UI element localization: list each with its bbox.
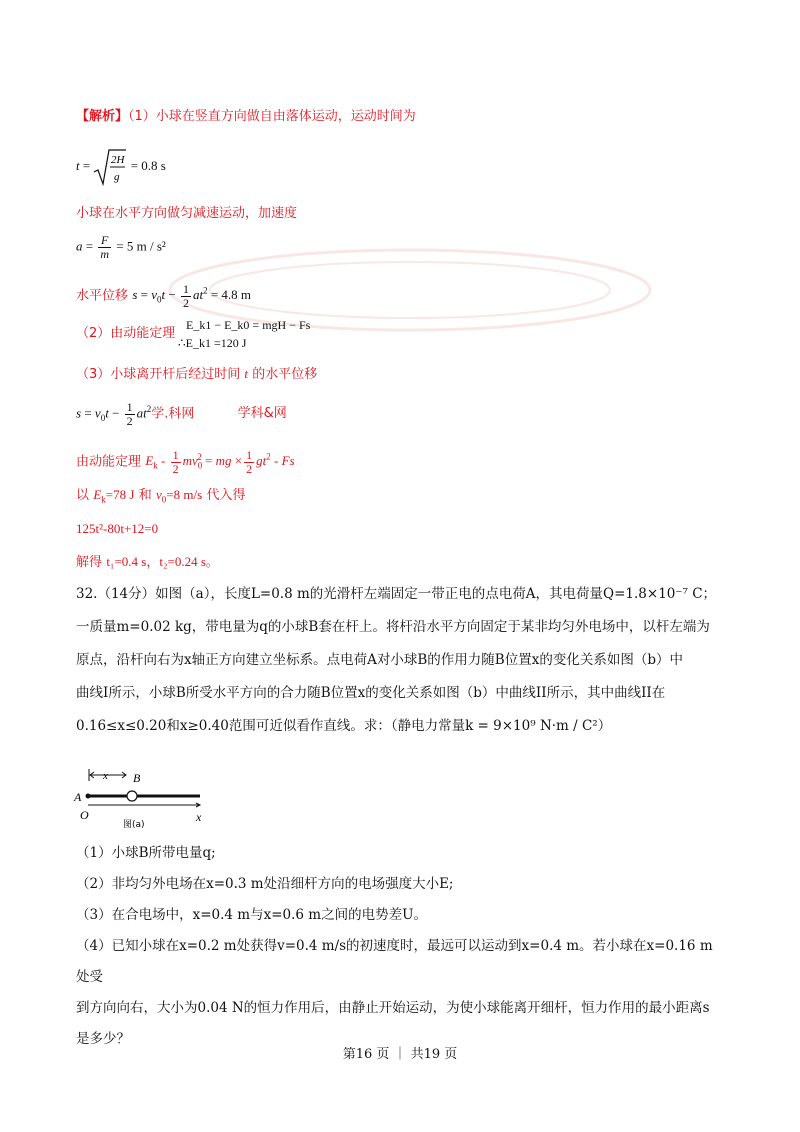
time-result: = 0.8 s [130, 157, 166, 173]
horizontal-decel-text: 小球在水平方向做匀减速运动，加速度 [76, 206, 298, 221]
sub-question-3: （3）在合电场中，x=0.4 m与x=0.6 m之间的电势差U。 [76, 907, 427, 923]
sub-question-2: （2）非均匀外电场在x=0.3 m处沿细杆方向的电场强度大小E; [76, 876, 454, 892]
svg-text:2H: 2H [111, 154, 125, 166]
question-line-1: 32.（14分）如图（a），长度L=0.8 m的光滑杆左端固定一带正电的点电荷A，其电荷量Q=1.8×10⁻⁷ C； [76, 586, 717, 602]
solve-line [76, 553, 219, 572]
question-line-3: 原点，沿杆向右为x轴正方向建立坐标系。点电荷A对小球B的作用力随B位置x的变化关系如图（b）中 [76, 652, 683, 668]
equation-theorem: 由动能定理 $E_k$ - $\frac{1}{2}$ $mv_0^2$ = mg × $\frac{1}{2}$ $gt^2$ - Fs [76, 447, 295, 476]
sub-question-1: （1）小球B所带电量q; [76, 845, 216, 861]
question-line-5: 0.16≤x≤0.20和x≥0.40范围可近似看作直线。求：（静电力常量k = 9×10⁹ N·m / C²） [76, 718, 612, 734]
watermark-text-2: 学科&网 [237, 406, 287, 422]
label-A: A [74, 790, 82, 804]
point-charge-A [86, 794, 91, 799]
equation-energy-result: ∴E_k1 =120 J [178, 336, 247, 350]
page-footer: 第16 页 ｜ 共19 页 [342, 1047, 458, 1062]
displacement-result: = 4.8 m [210, 287, 252, 303]
svg-text:g: g [114, 171, 120, 183]
sub-question-4-line-3: 是多少？ [76, 1031, 130, 1047]
acceleration-result: = 5 m / s² [116, 238, 166, 254]
watermark-text-1: 学.科网 [151, 406, 195, 422]
displacement-label: 水平位移 [76, 288, 129, 304]
analysis-tag: 【解析】 [76, 109, 129, 124]
label-B: B [133, 771, 141, 785]
label-x-axis: x [196, 810, 202, 824]
sub-questions [76, 838, 726, 1055]
fraction-half-4: $\frac{1}{2}$ [246, 447, 253, 476]
part3-label: （3）小球离开杆后经过时间 t 的水平位移 [76, 366, 318, 382]
question-line-2: 一质量m=0.02 kg，带电量为q的小球B套在杆上。将杆沿水平方向固定于某非均匀外电场中，以杆左端为 [76, 619, 710, 635]
equation-acceleration: a = $\frac{F}{m}$ = 5 m / s² [76, 233, 166, 261]
solve-prefix: 解得 [76, 555, 103, 570]
equation-energy: E_k1 − E_k0 = mgH − Fs [186, 318, 311, 332]
ball-B [127, 791, 137, 801]
sub-question-4-line-1: （4）已知小球在x=0.2 m处获得v=0.4 m/s的初速度时，最远可以运动到x=0.4 m。若小球在x=0.16 m处受 [76, 938, 713, 985]
equation-time: t = 2H g = 0.8 s [76, 148, 166, 188]
fraction-f-over-m: $\frac{F}{m}$ [100, 233, 110, 261]
sub-question-4-line-2: 到方向向右，大小为0.04 N的恒力作用后，由静止开始运动，为使小球能离开细杆，恒力作用的最小距离s [76, 1000, 710, 1016]
equation-displacement: 水平位移 $s = v_0t$ − $\frac{1}{2}$ $at^2 = 4.8$ m [76, 281, 252, 310]
substitute-line: 以 $E_k=78$ J 和 $v_0=8$ m/s 代入得 [76, 487, 246, 505]
question-line-4: 曲线I所示，小球B所受水平方向的合力随B位置x的变化关系如图（b）中曲线II所示，其中曲线II在 [76, 685, 666, 701]
figure-caption: 图(a) [123, 820, 145, 830]
question-32 [76, 578, 726, 743]
fraction-half: $\frac{1}{2}$ [182, 281, 189, 310]
fraction-half-3: $\frac{1}{2}$ [172, 447, 179, 476]
substitute-text: 代入得 [206, 488, 246, 503]
part2-label: （2）由动能定理 [76, 326, 176, 341]
label-x-distance: x [103, 770, 108, 782]
fraction-half-2: $\frac{1}{2}$ [126, 399, 133, 428]
part1-intro: （1）小球在竖直方向做自由落体运动，运动时间为 [128, 109, 416, 124]
solution-heading [76, 108, 416, 126]
solve-result: t₁=0.4 s，t₂=0.24 s。 [106, 554, 219, 569]
theorem-label: 由动能定理 [76, 454, 142, 470]
equation-s-after: $s = v_0t$ − $\frac{1}{2}$ $at^2$学.科网 学科&网 [76, 399, 287, 428]
sqrt-symbol [93, 148, 127, 186]
quadratic-equation: 125t²-80t+12=0 [76, 521, 159, 536]
label-O: O [80, 808, 89, 822]
figure-a [70, 765, 220, 830]
